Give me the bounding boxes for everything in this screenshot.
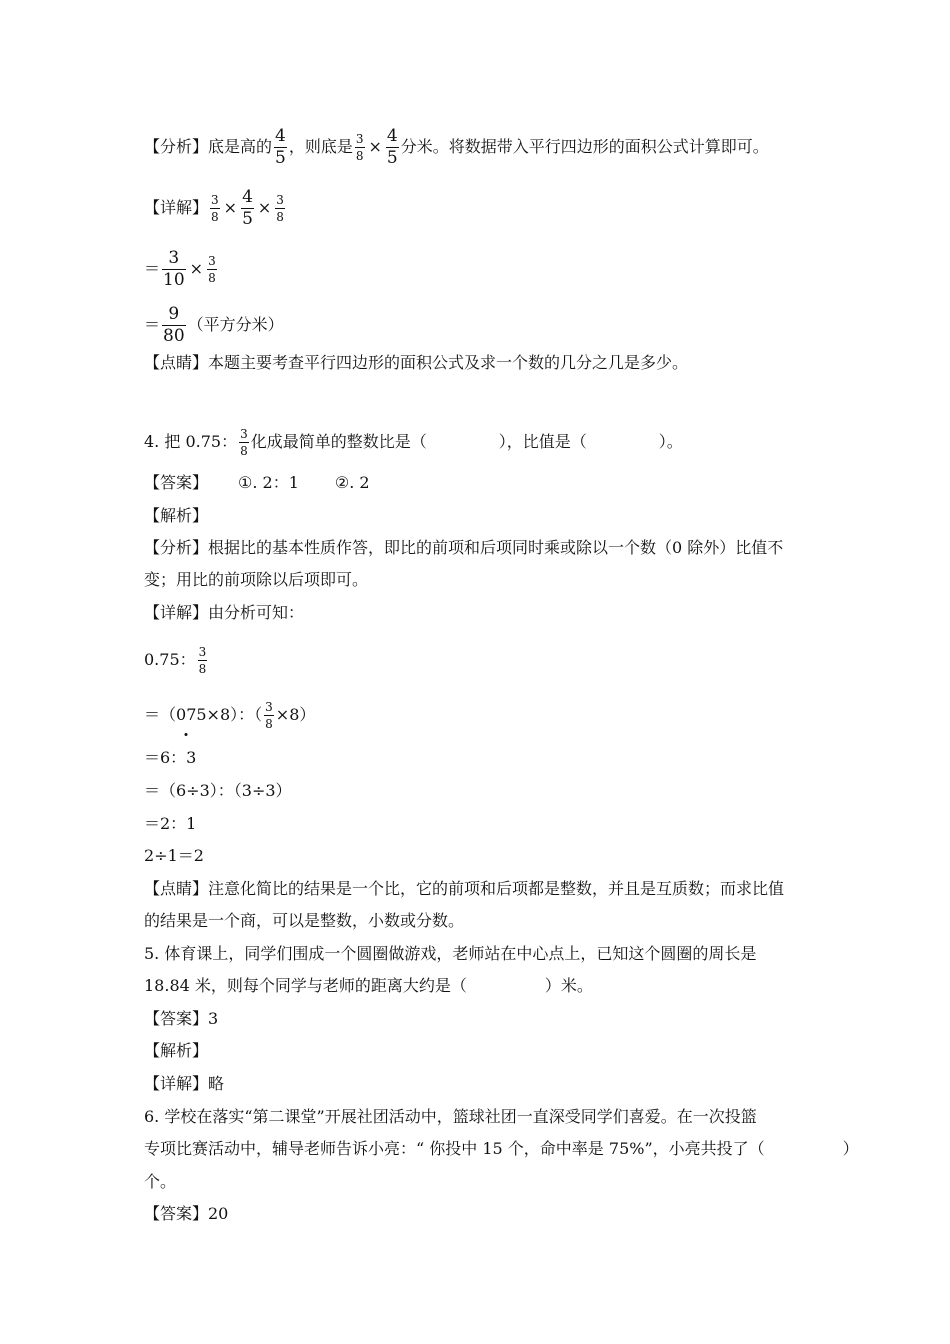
question-5-line: 18.84 米，则每个同学与老师的距离大约是（ ）米。 (144, 976, 593, 995)
jiexi-label: 【解析】 (144, 506, 209, 525)
fraction: $\frac{3}{8}$ (198, 645, 207, 676)
tip-line-q3: 【点睛】本题主要考查平行四边形的面积公式及求一个数的几分之几是多少。 (144, 353, 689, 372)
fraction: $\frac{4}{5}$ (242, 187, 253, 229)
tip-line: 【点睛】注意化简比的结果是一个比，它的前项和后项都是整数，并且是互质数；而求比值 (144, 879, 785, 898)
question-6-line: 专项比赛活动中，辅导老师告诉小亮：“ 你投中 15 个，命中率是 75%”，小亮共投了（ ） (144, 1139, 859, 1158)
fraction: $\frac{3}{8}$ (240, 427, 248, 458)
equation-line: ＝ $\frac{3}{10}$ × $\frac{3}{8}$ (144, 248, 216, 290)
tip-line: 的结果是一个商，可以是整数，小数或分数。 (144, 911, 465, 930)
fraction: $\frac{4}{5}$ (386, 126, 398, 168)
equation-line: ＝（075×8）：（ $\frac{3}{8}$ ×8） (144, 700, 316, 731)
equation-line: 0.75： $\frac{3}{8}$ (144, 645, 207, 676)
analysis-line-q3: 【分析】底是高的 $\frac{4}{5}$ ，则底是 $\frac{3}{8}$ × $\frac{4}{5}$ 分米。将数据带入平行四边形的面积公式计算即可。 (144, 126, 769, 168)
detail-line: 【详解】略 (144, 1074, 225, 1093)
question-6-line: 个。 (144, 1172, 177, 1191)
detail-line: 【详解】由分析可知： (144, 603, 305, 622)
fraction: $\frac{3}{8}$ (208, 254, 216, 285)
jiexi-label: 【解析】 (144, 1041, 209, 1060)
fraction: $\frac{3}{8}$ (265, 700, 273, 731)
fraction: $\frac{9}{80}$ (163, 304, 185, 346)
fraction: $\frac{3}{8}$ (211, 193, 219, 224)
equation-line: ＝ $\frac{9}{80}$ （平方分米） (144, 304, 284, 346)
question-4: 4. 把 0.75： $\frac{3}{8}$ 化成最简单的整数比是（ ），比值是（ ）。 (144, 427, 683, 458)
answer-line-q4: 【答案】 ①. 2：1 ②. 2 (144, 473, 370, 492)
fraction: $\frac{3}{8}$ (276, 193, 284, 224)
equation-line: ＝6：3 (144, 748, 197, 767)
fraction: $\frac{3}{10}$ (163, 248, 185, 290)
answer-line: 【答案】20 (144, 1204, 229, 1223)
analysis-line: 【分析】根据比的基本性质作答，即比的前项和后项同时乘或除以一个数（0 除外）比值不 (144, 538, 784, 557)
analysis-line: 变；用比的前项除以后项即可。 (144, 570, 369, 589)
equation-line: ＝（6÷3）：（3÷3） (144, 781, 292, 800)
answer-line: 【答案】3 (144, 1009, 219, 1028)
equation-line: 2÷1＝2 (144, 846, 204, 865)
fraction: $\frac{4}{5}$ (275, 126, 286, 168)
question-6-line: 6. 学校在落实“第二课堂”开展社团活动中，篮球社团一直深受同学们喜爱。在一次投篮 (144, 1107, 757, 1126)
detail-line-q3: 【详解】 $\frac{3}{8}$ × $\frac{4}{5}$ × $\frac{3}{8}$ (144, 187, 284, 229)
equation-line: ＝2：1 (144, 814, 197, 833)
question-5-line: 5. 体育课上，同学们围成一个圆圈做游戏，老师站在中心点上，已知这个圆圈的周长是 (144, 944, 757, 963)
fraction: $\frac{3}{8}$ (355, 132, 364, 163)
